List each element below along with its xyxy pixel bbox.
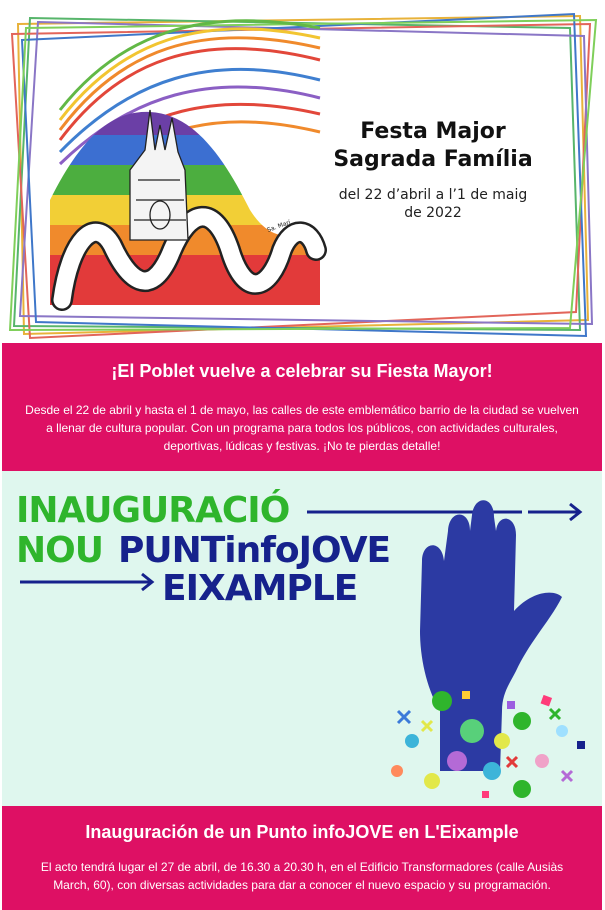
infojove-panel bbox=[2, 806, 602, 910]
infojove-line1: INAUGURACIÓ bbox=[16, 490, 290, 531]
festa-date-line1: del 22 d’abril a l’1 de maig bbox=[338, 187, 528, 203]
festa-title bbox=[318, 118, 548, 174]
poblet-text: Desde el 22 de abril y hasta el 1 de mayo, las calles de este emblemático barrio de la ciudad se vuelven a llenar de cultura popular. Con un programa para todos los públicos, con actividades culturales, deportivas, lúdicas y festivas. ¡No te pierdas detalle! bbox=[25, 403, 579, 453]
infojove-line2-b: PUNTinfoJOVE bbox=[118, 530, 391, 571]
infojove-text: El acto tendrá lugar el 27 de abril, de 16.30 a 20.30 h, en el Edificio Transformadores (calle Ausiàs March, 60), con diversas actividades para dar a conocer el nuevo espacio y su programación. bbox=[40, 860, 564, 892]
svg-text:Sa. Marí: Sa. Marí bbox=[266, 218, 292, 234]
poblet-heading: ¡El Poblet vuelve a celebrar su Fiesta Mayor! bbox=[111, 361, 493, 381]
festa-title-line1: Festa Major bbox=[360, 119, 506, 144]
festa-dates bbox=[318, 186, 548, 222]
infojove-banner[interactable] bbox=[2, 471, 602, 806]
infojove-heading: Inauguración de un Punto infoJOVE en L'Eixample bbox=[85, 822, 519, 842]
infojove-line3: EIXAMPLE bbox=[162, 568, 358, 609]
infojove-line2-a: NOU bbox=[16, 530, 103, 571]
festa-date-line2: de 2022 bbox=[404, 205, 462, 221]
festa-title-line2: Sagrada Família bbox=[333, 147, 533, 172]
festa-major-banner[interactable] bbox=[0, 0, 605, 343]
sagrada-familia-drawing bbox=[0, 0, 330, 343]
poblet-panel bbox=[2, 343, 602, 471]
